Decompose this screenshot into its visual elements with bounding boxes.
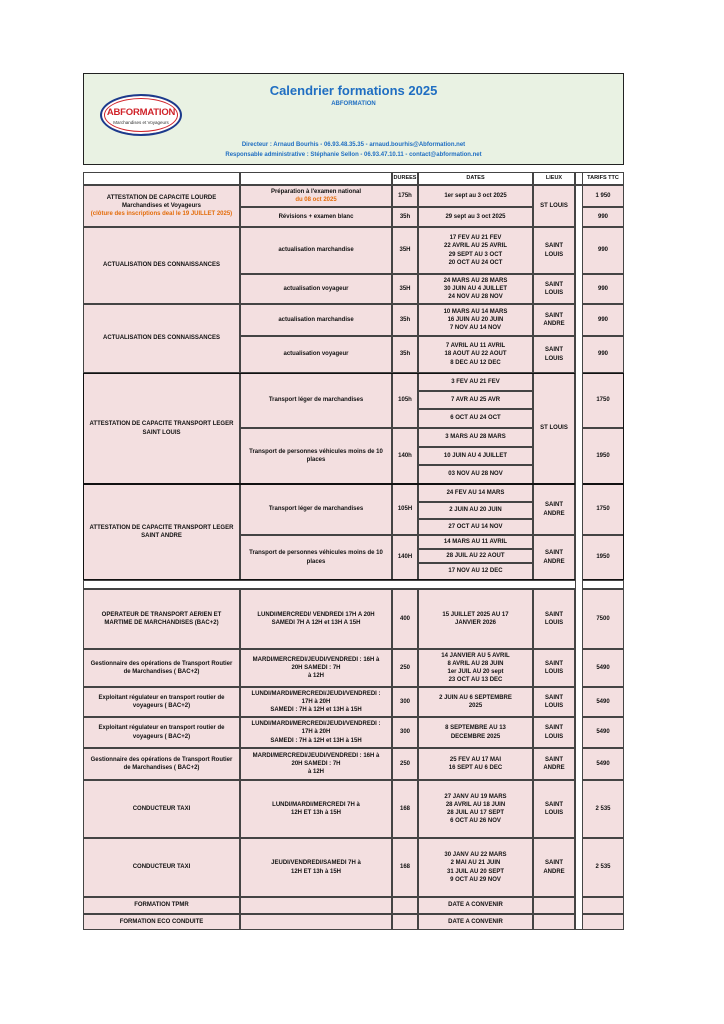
- header-cell-dates: DATES: [418, 172, 533, 185]
- tarif-cell: 5490: [582, 717, 624, 748]
- horaires-cell: [240, 717, 392, 748]
- training-calendar-table: [83, 172, 624, 932]
- lieu-cell: SAINT ANDRE: [533, 748, 575, 780]
- date-line: 25 FEV AU 17 MAI: [449, 756, 502, 763]
- tarif-cell: 1950: [582, 535, 624, 580]
- tarif-cell: 1750: [582, 373, 624, 428]
- dates-cell: DATE A CONVENIR: [418, 897, 533, 914]
- date-line: 7 NOV AU 14 NOV: [449, 325, 502, 332]
- tarif-cell: [582, 897, 624, 914]
- company-logo: [100, 94, 182, 136]
- tarif-cell: 5490: [582, 748, 624, 780]
- duree-cell: [392, 914, 418, 930]
- formation-cell: OPERATEUR DE TRANSPORT AERIEN ET MARTIME DE MARCHANDISES (BAC+2): [83, 589, 240, 649]
- date-line: DECEMBRE 2025: [450, 733, 501, 740]
- date-line: 1er JUIL AU 20 sept: [447, 669, 504, 675]
- horaire-line: SAMEDI 7H A 12H et 13H A 15H: [271, 620, 361, 626]
- formation-cell: ACTUALISATION DES CONNAISSANCES: [83, 227, 240, 304]
- lieu-cell: [533, 914, 575, 930]
- logo-sub-text: Marchandises et Voyageurs: [113, 120, 169, 125]
- dates-cell: 14 MARS AU 11 AVRIL: [418, 535, 533, 549]
- dates-cell: [418, 336, 533, 373]
- duree-cell: 250: [392, 748, 418, 780]
- tarif-cell: 1950: [582, 428, 624, 484]
- module-label: Préparation à l'examen national: [270, 188, 362, 195]
- horaire-line: JEUDI/VENDREDI/SAMEDI 7H à: [271, 860, 361, 867]
- date-line: 28 AVRIL AU 18 JUIN: [445, 801, 506, 808]
- tarif-cell: 7500: [582, 589, 624, 649]
- lieu-cell: SAINT LOUIS: [533, 227, 575, 274]
- dates-cell: 27 OCT AU 14 NOV: [418, 519, 533, 535]
- tarif-cell: 1 950: [582, 185, 624, 207]
- duree-cell: 105h: [392, 373, 418, 428]
- spacer-column: [575, 185, 583, 930]
- module-cell: [240, 185, 392, 207]
- header-cell-tarifs: TARIFS TTC: [582, 172, 624, 185]
- date-line: 6 OCT AU 26 NOV: [450, 818, 501, 825]
- dates-cell: [418, 838, 533, 897]
- lieu-cell: SAINT LOUIS: [533, 589, 575, 649]
- dates-cell: 17 NOV AU 12 DEC: [418, 563, 533, 580]
- date-line: 29 SEPT AU 3 OCT: [448, 251, 503, 258]
- horaire-line: LUNDI/MARDI/MERCREDI/JEUDI/VENDREDI :: [251, 690, 381, 697]
- horaires-cell: [240, 649, 392, 687]
- lieu-cell: SAINT LOUIS: [533, 687, 575, 717]
- tarif-cell: 990: [582, 274, 624, 304]
- formation-cell: FORMATION ECO CONDUITE: [83, 914, 240, 930]
- director-contact: Directeur : Arnaud Bourhis - 06.93.48.35.35 - arnaud.bourhis@Abformation.net: [241, 142, 466, 148]
- duree-cell: 300: [392, 687, 418, 717]
- formation-note: (clôture des inscriptions deal le 19 JUILLET 2025): [90, 211, 233, 218]
- horaire-line: 12H ET 13h à 15H: [290, 868, 342, 875]
- duree-cell: 35h: [392, 304, 418, 336]
- lieu-cell: SAINT ANDRE: [533, 535, 575, 580]
- formation-cell: Exploitant régulateur en transport routier de voyageurs ( BAC+2): [83, 717, 240, 748]
- duree-cell: 35H: [392, 227, 418, 274]
- module-cell: Transport de personnes véhicules moins de 10 places: [240, 535, 392, 580]
- duree-cell: [392, 897, 418, 914]
- lieu-cell: SAINT LOUIS: [533, 717, 575, 748]
- duree-cell: 300: [392, 717, 418, 748]
- tarif-cell: 990: [582, 227, 624, 274]
- date-line: 8 DEC AU 12 DEC: [450, 359, 501, 366]
- header-cell-lieux: LIEUX: [533, 172, 575, 185]
- horaire-line: LUNDI/MERCREDI/ VENDREDI 17H A 20H: [257, 611, 375, 618]
- dates-cell: 03 NOV AU 28 NOV: [418, 465, 533, 484]
- spacer-row: [83, 580, 624, 589]
- logo-main-text: ABFORMATION: [106, 107, 176, 118]
- date-line: 22 AVRIL AU 25 AVRIL: [443, 243, 507, 250]
- formation-cell: ACTUALISATION DES CONNAISSANCES: [83, 304, 240, 373]
- horaire-line: à 12H: [307, 673, 324, 680]
- duree-cell: 140H: [392, 535, 418, 580]
- formation-cell: FORMATION TPMR: [83, 897, 240, 914]
- date-line: 30 JUIN AU 4 JUILLET: [443, 285, 508, 292]
- formation-cell: CONDUCTEUR TAXI: [83, 780, 240, 838]
- horaire-line: MARDI/MERCREDI/JEUDI/VENDREDI : 16H à: [252, 752, 380, 759]
- module-cell: Transport léger de marchandises: [240, 484, 392, 535]
- horaires-cell: [240, 780, 392, 838]
- tarif-cell: 5490: [582, 687, 624, 717]
- date-line: 10 MARS AU 14 MARS: [443, 308, 508, 315]
- horaire-line: 20H SAMEDI : 7H: [291, 664, 341, 671]
- duree-cell: 168: [392, 838, 418, 897]
- page-title: Calendrier formations 2025: [269, 83, 438, 98]
- dates-cell: [418, 687, 533, 717]
- date-line: 8 SEPTEMBRE AU 13: [445, 725, 506, 732]
- tarif-cell: 990: [582, 304, 624, 336]
- horaires-cell: [240, 838, 392, 897]
- tarif-cell: 990: [582, 336, 624, 373]
- duree-cell: 140h: [392, 428, 418, 484]
- module-cell: actualisation voyageur: [240, 274, 392, 304]
- duree-cell: 400: [392, 589, 418, 649]
- horaire-line: LUNDI/MARDI/MERCREDI/JEUDI/VENDREDI :: [251, 721, 381, 728]
- formation-cell: [83, 185, 240, 227]
- dates-cell: 24 FEV AU 14 MARS: [418, 484, 533, 502]
- lieu-cell: SAINT ANDRE: [533, 304, 575, 336]
- dates-cell: 3 FEV AU 21 FEV: [418, 373, 533, 391]
- formation-cell: ATTESTATION DE CAPACITE TRANSPORT LEGER SAINT ANDRE: [83, 484, 240, 580]
- formation-cell: Exploitant régulateur en transport routier de voyageurs ( BAC+2): [83, 687, 240, 717]
- duree-cell: 105H: [392, 484, 418, 535]
- date-line: 9 OCT AU 29 NOV: [450, 876, 501, 883]
- date-line: 14 JANVIER AU 5 AVRIL: [441, 652, 510, 659]
- page-subtitle: ABFORMATION: [331, 101, 376, 107]
- horaire-line: 20H SAMEDI : 7H: [291, 760, 341, 767]
- date-line: 31 JUIL AU 20 SEPT: [446, 868, 505, 875]
- module-cell: actualisation marchandise: [240, 227, 392, 274]
- date-line: 16 SEPT AU 6 DEC: [448, 765, 503, 771]
- date-line: 17 FEV AU 21 FEV: [449, 235, 502, 242]
- dates-cell: 10 JUIN AU 4 JUILLET: [418, 447, 533, 465]
- dates-cell: 2 JUIN AU 20 JUIN: [418, 502, 533, 519]
- horaires-cell: [240, 897, 392, 914]
- lieu-cell: SAINT ANDRE: [533, 838, 575, 897]
- tarif-cell: 990: [582, 207, 624, 227]
- date-line: 2025: [468, 703, 483, 709]
- module-note: du 08 oct 2025: [295, 197, 337, 203]
- dates-cell: [418, 649, 533, 687]
- date-line: 2 MAI AU 21 JUIN: [450, 860, 501, 867]
- horaire-line: 17H à 20H: [301, 729, 331, 736]
- dates-cell: DATE A CONVENIR: [418, 914, 533, 930]
- tarif-cell: [582, 914, 624, 930]
- dates-cell: 6 OCT AU 24 OCT: [418, 409, 533, 428]
- duree-cell: 35h: [392, 336, 418, 373]
- tarif-cell: 5490: [582, 649, 624, 687]
- date-line: 24 MARS AU 28 MARS: [443, 277, 508, 284]
- tarif-cell: 1750: [582, 484, 624, 535]
- horaires-cell: [240, 687, 392, 717]
- date-line: 24 NOV AU 28 NOV: [448, 294, 503, 301]
- formation-cell: ATTESTATION DE CAPACITE TRANSPORT LEGER SAINT LOUIS: [83, 373, 240, 484]
- dates-cell: 7 AVR AU 25 AVR: [418, 391, 533, 409]
- date-line: 30 JANV AU 22 MARS: [444, 852, 507, 859]
- duree-cell: 35h: [392, 207, 418, 227]
- horaire-line: à 12H: [307, 769, 324, 776]
- lieu-cell: SAINT ANDRE: [533, 484, 575, 535]
- lieu-cell: ST LOUIS: [533, 185, 575, 227]
- date-line: 7 AVRIL AU 11 AVRIL: [445, 343, 506, 350]
- duree-cell: 35H: [392, 274, 418, 304]
- module-cell: actualisation voyageur: [240, 336, 392, 373]
- horaire-line: SAMEDI : 7H à 12H et 13H à 15H: [270, 737, 362, 744]
- module-cell: actualisation marchandise: [240, 304, 392, 336]
- duree-cell: 175h: [392, 185, 418, 207]
- date-line: 8 AVRIL AU 28 JUIN: [447, 660, 504, 667]
- dates-cell: 29 sept au 3 oct 2025: [418, 207, 533, 227]
- tarif-cell: 2 535: [582, 838, 624, 897]
- lieu-cell: [533, 897, 575, 914]
- duree-cell: 250: [392, 649, 418, 687]
- date-line: 2 JUIN AU 6 SEPTEMBRE: [439, 694, 512, 701]
- horaire-line: SAMEDI : 7H à 12H et 13H à 15H: [270, 707, 362, 714]
- dates-cell: [418, 780, 533, 838]
- dates-cell: [418, 227, 533, 274]
- dates-cell: [418, 717, 533, 748]
- horaires-cell: [240, 589, 392, 649]
- horaires-cell: [240, 748, 392, 780]
- formation-cell: Gestionnaire des opérations de Transport Routier de Marchandises ( BAC+2): [83, 748, 240, 780]
- date-line: 16 JUIN AU 20 JUIN: [447, 316, 504, 323]
- formation-title: ATTESTATION DE CAPACITE LOURDE Marchandises et Voyageurs: [106, 194, 217, 209]
- horaire-line: LUNDI/MARDI/MERCREDI 7H à: [272, 801, 360, 808]
- dates-cell: 28 JUIL AU 22 AOUT: [418, 549, 533, 563]
- lieu-cell: SAINT LOUIS: [533, 274, 575, 304]
- horaire-line: 12H ET 13h à 15H: [290, 810, 342, 816]
- date-line: 23 OCT AU 13 DEC: [448, 677, 503, 684]
- module-cell: Transport léger de marchandises: [240, 373, 392, 428]
- formation-cell: Gestionnaire des opérations de Transport Routier de Marchandises ( BAC+2): [83, 649, 240, 687]
- formation-cell: CONDUCTEUR TAXI: [83, 838, 240, 897]
- date-line: 20 OCT AU 24 OCT: [448, 259, 503, 266]
- lieu-cell: SAINT LOUIS: [533, 336, 575, 373]
- date-line: 27 JANV AU 19 MARS: [444, 793, 507, 800]
- admin-contact: Responsable administrative : Stéphanie Sellon - 06.93.47.10.11 - contact@abformation.net: [225, 152, 482, 158]
- module-cell: Transport de personnes véhicules moins de 10 places: [240, 428, 392, 484]
- lieu-cell: SAINT LOUIS: [533, 780, 575, 838]
- horaire-line: MARDI/MERCREDI/JEUDI/VENDREDI : 16H à: [252, 656, 380, 663]
- horaires-cell: [240, 914, 392, 930]
- header-cell-durees: DUREES: [392, 172, 418, 185]
- dates-cell: 3 MARS AU 28 MARS: [418, 428, 533, 447]
- dates-cell: [418, 304, 533, 336]
- date-line: JANVIER 2026: [454, 620, 497, 626]
- duree-cell: 168: [392, 780, 418, 838]
- dates-cell: 1er sept au 3 oct 2025: [418, 185, 533, 207]
- tarif-cell: 2 535: [582, 780, 624, 838]
- module-cell: Révisions + examen blanc: [240, 207, 392, 227]
- header-cell-formation: [83, 172, 240, 185]
- dates-cell: [418, 589, 533, 649]
- lieu-cell: SAINT LOUIS: [533, 649, 575, 687]
- dates-cell: [418, 748, 533, 780]
- document-header: [83, 73, 624, 165]
- date-line: 15 JUILLET 2025 AU 17: [442, 611, 509, 618]
- horaire-line: 17H à 20H: [301, 698, 331, 705]
- date-line: 28 JUIL AU 17 SEPT: [446, 810, 505, 816]
- date-line: 18 AOUT AU 22 AOUT: [444, 351, 507, 358]
- dates-cell: [418, 274, 533, 304]
- header-cell-module: [240, 172, 392, 185]
- lieu-cell: ST LOUIS: [533, 373, 575, 484]
